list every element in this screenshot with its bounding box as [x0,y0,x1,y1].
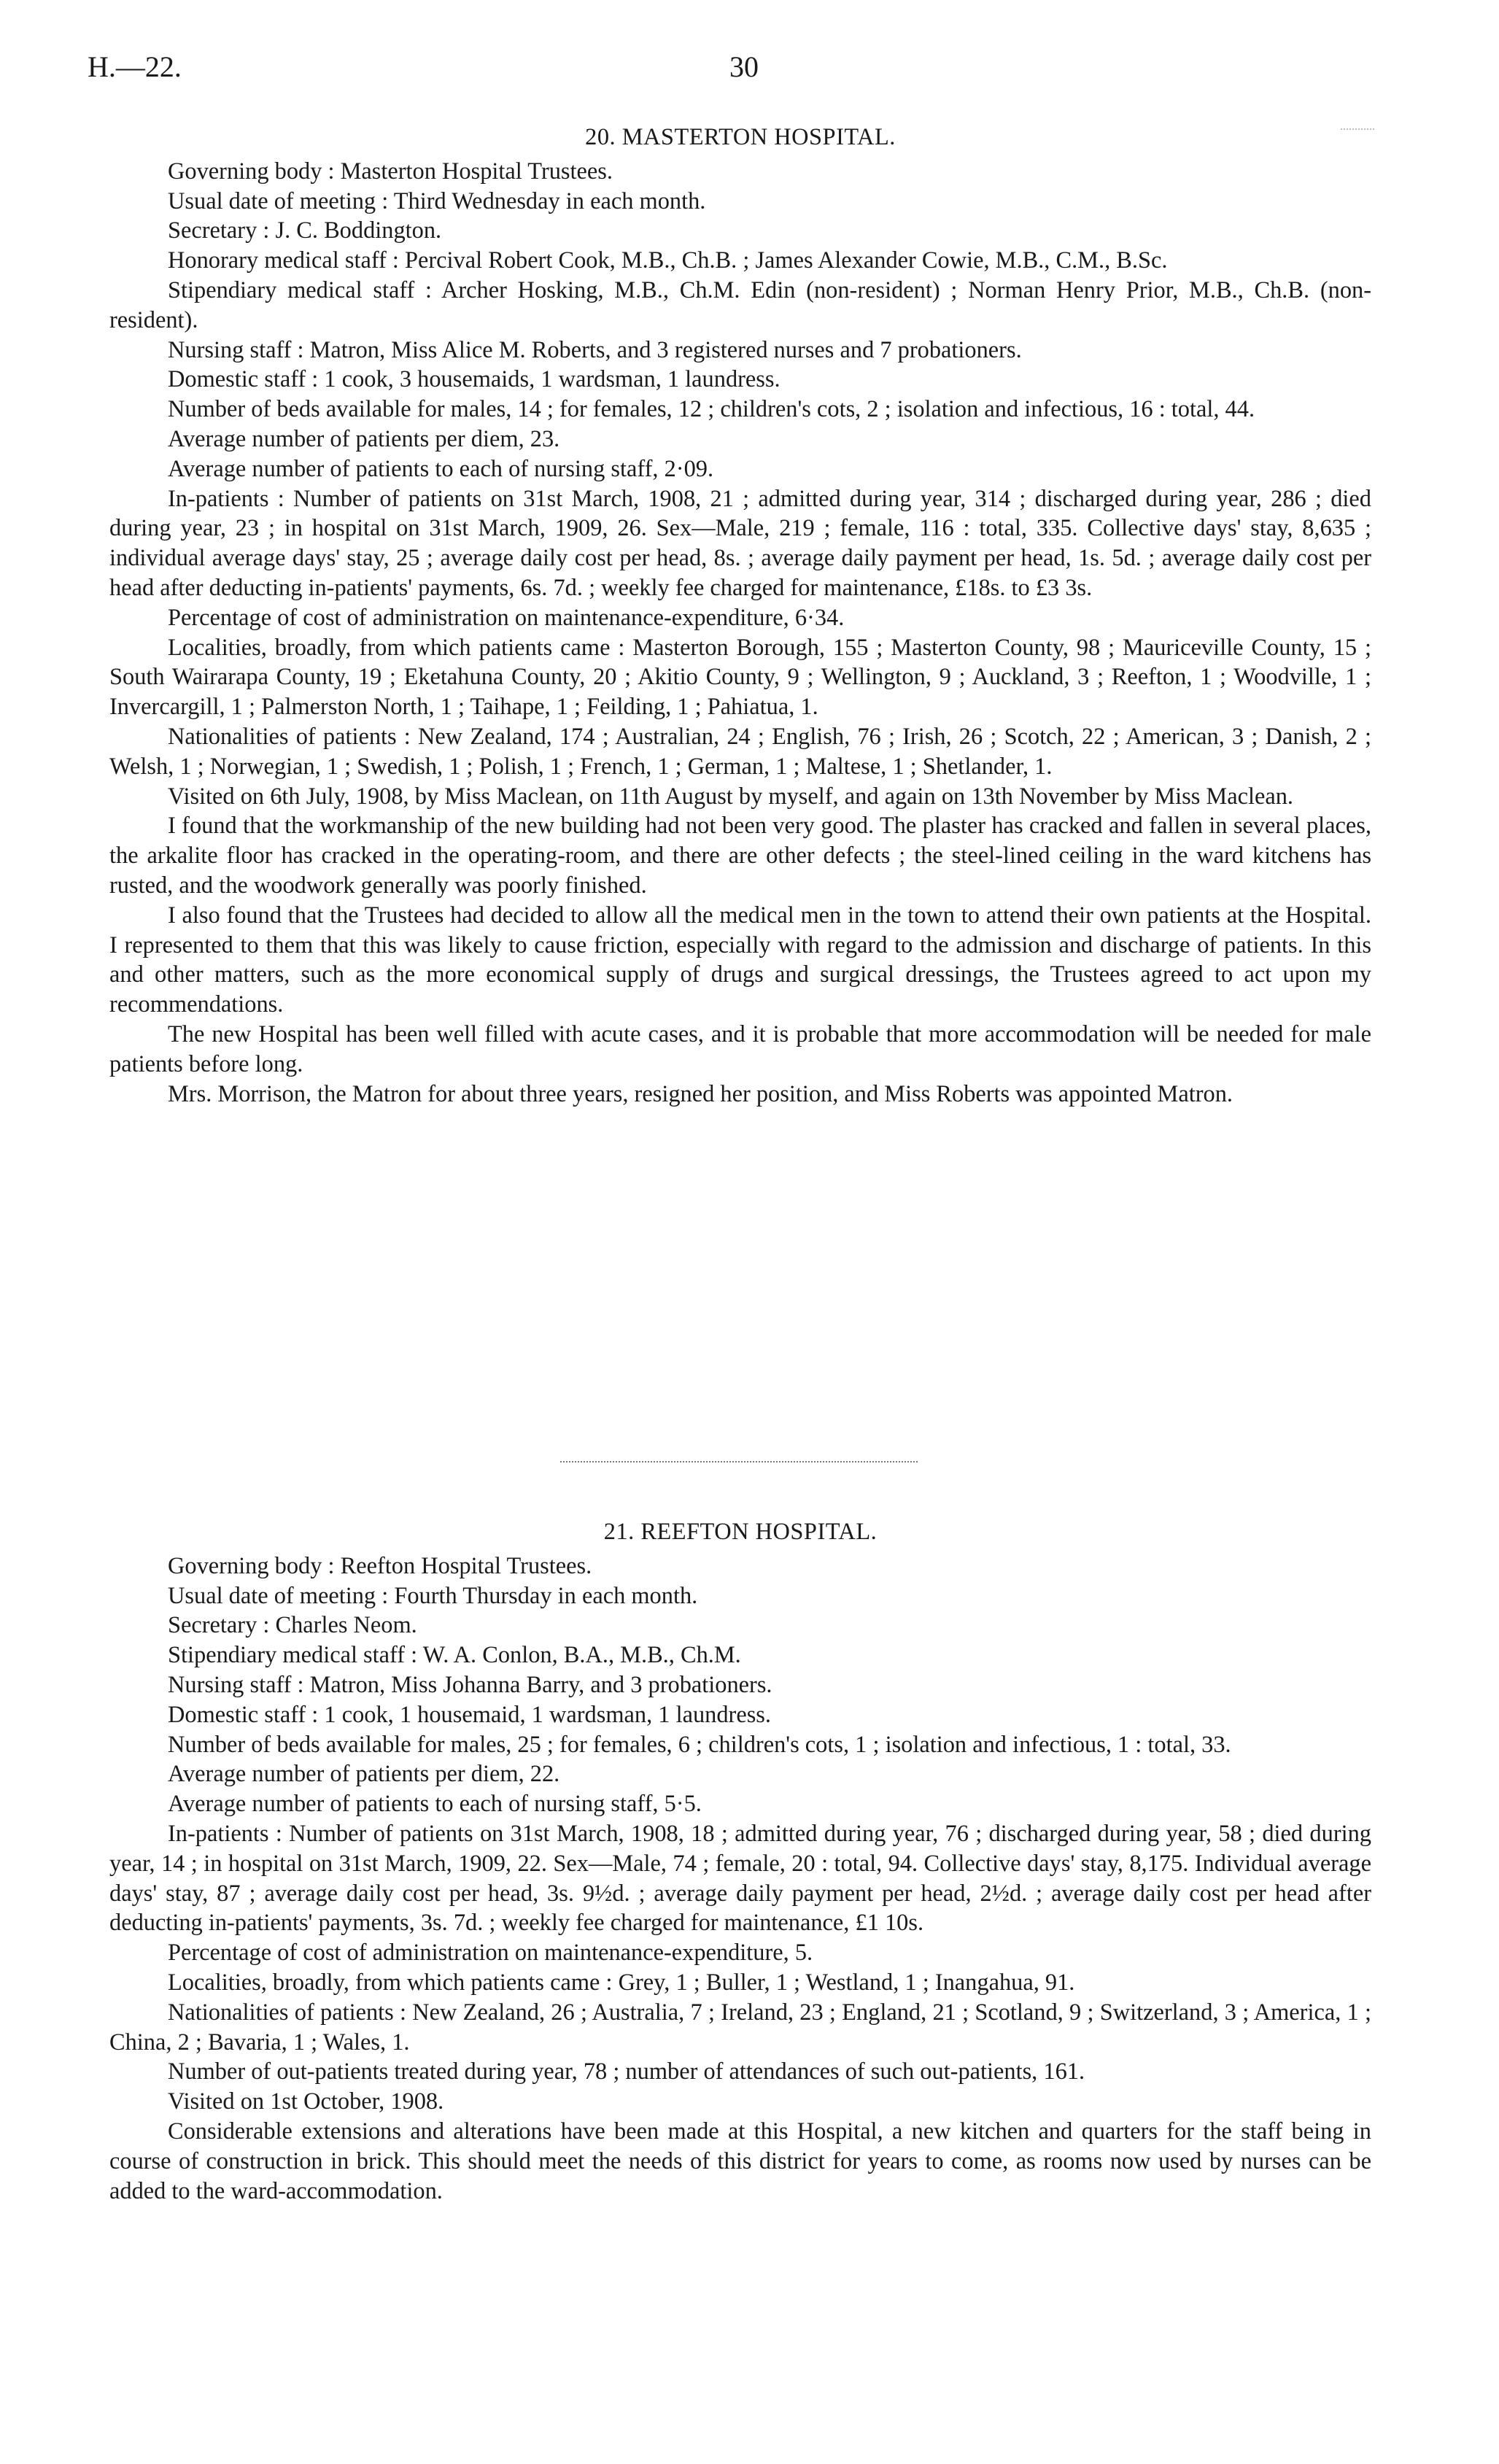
paragraph-secretary: Secretary : J. C. Boddington. [168,217,442,244]
paragraph-meeting-date: Usual date of meeting : Fourth Thursday in each month. [168,1582,698,1609]
paragraph-in-patients: In-patients : Number of patients on 31st March, 1908, 18 ; admitted during year, 76 ; discharged during year, 58 ; died during year, 14 ; in hospital on 31st March, 1909, 22. Sex—Male, 74 ; female, 20 : total, 94. Collective days' stay, 8,175. Individual average days' stay, 87 ; average daily cost per head, 3s. 9½d. ; average daily payment per head, 2½d. ; average daily cost per head after deducting in-patients' payments, 3s. 7d. ; weekly fee charged for maintenance, £1 10s. [109,1820,1371,1937]
section-title: 20. MASTERTON HOSPITAL. [585,124,896,150]
paragraph-workmanship: I found that the workmanship of the new building had not been very good. The plaster has cracked and fallen in several places, the arkalite floor has cracked in the operating-room, and there are other defects ; the steel-lined ceiling in the ward kitchens has rusted, and the woodwork generally was poorly finished. [109,813,1371,899]
paragraph-patients-per-nurse: Average number of patients to each of nursing staff, 5·5. [168,1791,702,1818]
paragraph-secretary: Secretary : Charles Neom. [168,1612,417,1639]
paragraph-patients-per-diem: Average number of patients per diem, 23. [168,425,560,452]
page-number: 30 [729,50,759,83]
section-reefton-hospital [109,1517,1371,2206]
paragraph-beds: Number of beds available for males, 14 ; for females, 12 ; children's cots, 2 ; isolation and infectious, 16 : total, 44. [168,396,1255,423]
paragraph-visits: Visited on 1st October, 1908. [168,2088,444,2115]
paragraph-localities: Localities, broadly, from which patients came : Masterton Borough, 155 ; Masterton County, 98 ; Mauriceville County, 15 ; South Wairarapa County, 19 ; Eketahuna County, 20 ; Akitio County, 9 ; Wellington, 9 ; Auckland, 3 ; Reefton, 1 ; Woodville, 1 ; Invercargill, 1 ; Palmerston North, 1 ; Taihape, 1 ; Feilding, 1 ; Pahiatua, 1. [109,634,1371,721]
paragraph-admin-cost: Percentage of cost of administration on maintenance-expenditure, 6·34. [168,604,845,631]
page-header [88,50,1371,93]
paragraph-admin-cost: Percentage of cost of administration on maintenance-expenditure, 5. [168,1940,813,1967]
section-title: 21. REEFTON HOSPITAL. [603,1519,878,1545]
paragraph-honorary-staff: Honorary medical staff : Percival Robert Cook, M.B., Ch.B. ; James Alexander Cowie, M.B., C.M., B.Sc. [168,247,1168,274]
paragraph-matron: Mrs. Morrison, the Matron for about three years, resigned her position, and Miss Roberts was appointed Matron. [168,1080,1233,1107]
paragraph-localities: Localities, broadly, from which patients came : Grey, 1 ; Buller, 1 ; Westland, 1 ; Inangahua, 91. [168,1969,1075,1996]
paragraph-out-patients: Number of out-patients treated during year, 78 ; number of attendances of such out-patients, 161. [168,2058,1085,2085]
page-reference: H.—22. [88,50,182,83]
paragraph-visits: Visited on 6th July, 1908, by Miss Maclean, on 11th August by myself, and again on 13th November by Miss Maclean. [168,783,1294,810]
paragraph-nationalities: Nationalities of patients : New Zealand, 174 ; Australian, 24 ; English, 76 ; Irish, 26 ; Scotch, 22 ; American, 3 ; Danish, 2 ; Welsh, 1 ; Norwegian, 1 ; Swedish, 1 ; Polish, 1 ; French, 1 ; German, 1 ; Maltese, 1 ; Shetlander, 1. [109,723,1371,780]
paragraph-in-patients: In-patients : Number of patients on 31st March, 1908, 21 ; admitted during year, 314 ; discharged during year, 286 ; died during year, 23 ; in hospital on 31st March, 1909, 26. Sex—Male, 219 ; female, 116 : total, 335. Collective days' stay, 8,635 ; individual average days' stay, 25 ; average daily cost per head, 8s. ; average daily payment per head, 1s. 5d. ; average daily cost per head after deducting in-patients' payments, 6s. 7d. ; weekly fee charged for maintenance, £18s. to £3 3s. [109,485,1371,601]
paragraph-nationalities: Nationalities of patients : New Zealand, 26 ; Australia, 7 ; Ireland, 23 ; England, 21 ; Scotland, 9 ; Switzerland, 3 ; America, 1 ; China, 2 ; Bavaria, 1 ; Wales, 1. [109,1999,1371,2056]
section-masterton-hospital [109,123,1371,1109]
paragraph-beds: Number of beds available for males, 25 ; for females, 6 ; children's cots, 1 ; isolation and infectious, 1 : total, 33. [168,1731,1231,1758]
paragraph-nursing-staff: Nursing staff : Matron, Miss Johanna Barry, and 3 probationers. [168,1671,772,1698]
paragraph-patients-per-diem: Average number of patients per diem, 22. [168,1761,560,1788]
paragraph-patients-per-nurse: Average number of patients to each of nursing staff, 2·09. [168,455,714,482]
paragraph-meeting-date: Usual date of meeting : Third Wednesday in each month. [168,187,706,214]
section-divider [560,1461,918,1462]
paragraph-domestic-staff: Domestic staff : 1 cook, 3 housemaids, 1 wardsman, 1 laundress. [168,366,781,393]
paragraph-extensions: Considerable extensions and alterations have been made at this Hospital, a new kitchen and quarters for the staff being in course of construction in brick. This should meet the needs of this district for years to come, as rooms now used by nurses can be added to the ward-accommodation. [109,2118,1371,2204]
paragraph-domestic-staff: Domestic staff : 1 cook, 1 housemaid, 1 wardsman, 1 laundress. [168,1701,772,1728]
paragraph-stipendiary-staff: Stipendiary medical staff : Archer Hosking, M.B., Ch.M. Edin (non-resident) ; Norman Henry Prior, M.B., Ch.B. (non-resident). [109,276,1371,333]
paragraph-governing-body: Governing body : Reefton Hospital Trustees. [168,1552,592,1579]
paragraph-nursing-staff: Nursing staff : Matron, Miss Alice M. Roberts, and 3 registered nurses and 7 probationers. [168,336,1022,363]
paragraph-governing-body: Governing body : Masterton Hospital Trustees. [168,158,613,185]
paragraph-stipendiary-staff: Stipendiary medical staff : W. A. Conlon, B.A., M.B., Ch.M. [168,1642,741,1669]
paragraph-accommodation: The new Hospital has been well filled with acute cases, and it is probable that more accommodation will be needed for male patients before long. [109,1020,1371,1077]
paragraph-trustees: I also found that the Trustees had decided to allow all the medical men in the town to attend their own patients at the Hospital. I represented to them that this was likely to cause friction, especially with regard to the admission and discharge of patients. In this and other matters, such as the more economical supply of drugs and surgical dressings, the Trustees agreed to act upon my recommendations. [109,902,1371,1018]
